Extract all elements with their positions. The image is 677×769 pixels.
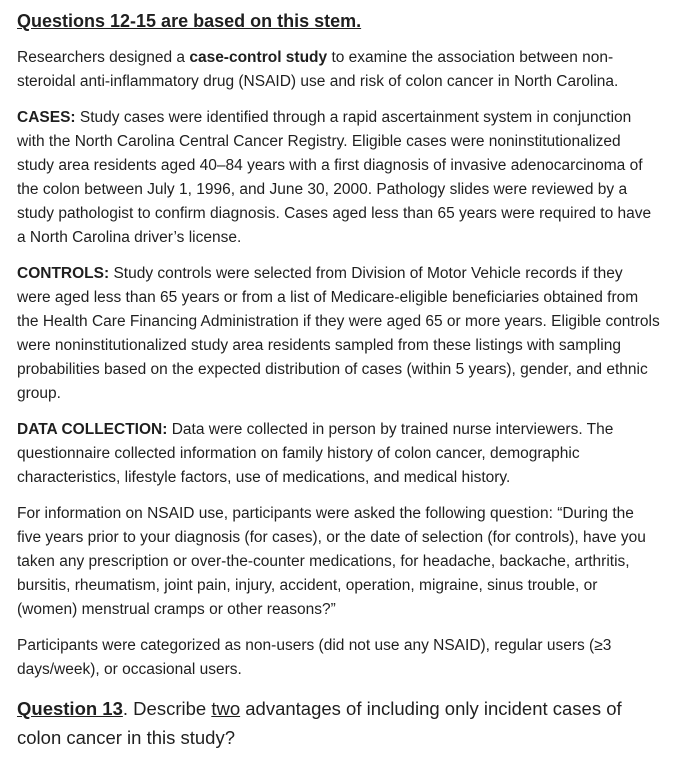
question-13-pre: . Describe	[122, 698, 212, 719]
nsaid-question-paragraph: For information on NSAID use, participants were asked the following question: “During the five years prior to your diagnosis (for cases), or the date of selection (for controls), have you taken any prescription or over-the-counter medications, for headache, backache, arthritis, bursitis, rheumatism, joint pain, injury, accident, operation, migraine, sinus trouble, or (women) menstrual cramps or other reasons?”	[17, 505, 646, 618]
categorization-paragraph: Participants were categorized as non-users (did not use any NSAID), regular users (≥3 days/week), or occasional users.	[17, 637, 612, 678]
cases-text: Study cases were identified through a rapid ascertainment system in conjunction with the North Carolina Central Cancer Registry. Eligible cases were noninstitutionalized study area residents aged 40–84 years with a first diagnosis of invasive adenocarcinoma of the colon between July 1, 1996, and June 30, 2000. Pathology slides were reviewed by a study pathologist to confirm diagnosis. Cases aged less than 65 years were required to have a North Carolina driver’s license.	[17, 109, 652, 246]
controls-text: Study controls were selected from Division of Motor Vehicle records if they were aged less than 65 years or from a list of Medicare-eligible beneficiaries obtained from the Health Care Financing Administration if they were aged 65 or more years. Eligible controls were noninstitutionalized study area residents sampled from these listings with sampling probabilities based on the expected distribution of cases (within 5 years), gender, and ethnic group.	[17, 265, 660, 402]
intro-study-type: case-control study	[189, 49, 328, 66]
intro-rest: to examine the association between non-steroidal anti-inflammatory drug (NSAID) use and risk of colon cancer in North Carolina.	[17, 49, 619, 90]
intro-paragraph	[17, 46, 660, 94]
cases-paragraph	[17, 106, 660, 250]
data-collection-label: DATA COLLECTION:	[17, 421, 168, 438]
question-13-label: Question 13	[17, 698, 123, 719]
data-collection-text: Data were collected in person by trained nurse interviewers. The questionnaire collected information on family history of colon cancer, demographic characteristics, lifestyle factors, use of medications, and medical history.	[17, 421, 614, 486]
intro-lead: Researchers designed a	[17, 49, 190, 66]
question-13-post: advantages of including only incident cases of colon cancer in this study?	[17, 698, 622, 748]
cases-label: CASES:	[17, 109, 76, 126]
controls-label: CONTROLS:	[17, 265, 110, 282]
data-collection-paragraph	[17, 418, 660, 490]
question-13	[17, 694, 660, 752]
question-13-emphasis: two	[211, 698, 241, 719]
stem-heading: Questions 12-15 are based on this stem.	[17, 11, 362, 31]
controls-paragraph	[17, 262, 660, 406]
